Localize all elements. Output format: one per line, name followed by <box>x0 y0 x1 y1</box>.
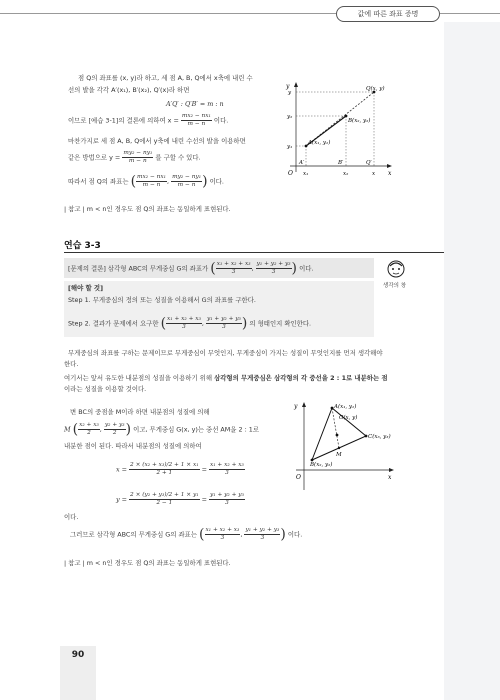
para1-line4 <box>68 113 228 128</box>
problem-text-a: [문제의 결론] 삼각형 ABC의 무게중심 G의 좌표가 <box>68 264 209 273</box>
fig2-point-a: A(x₁, y₁) <box>334 404 357 410</box>
fig1-tick-x: x <box>372 171 376 177</box>
para4-line2: 그러므로 삼각형 ABC의 무게중심 G의 좌표는 ( $\frac{\text{x₁ + x₂ + x₃}}{3}$ , $\frac{\text{y₁ + y₂ + y₃}}{3}$ ) 이다. <box>70 526 303 543</box>
fig1-origin-label: O <box>288 170 293 177</box>
para2-line2: 한다. <box>64 360 79 368</box>
fig1-foot-a: A′ <box>299 160 305 166</box>
fig1-foot-q: Q′ <box>366 160 372 166</box>
para3-line2: M ( $\frac{\text{x₂ + x₃}}{2}$ , $\frac{\text{y₂ + y₃}}{2}$ ) 이고, 무게중심 G(x, y)는 중선 AM을 2 : 1로 <box>64 421 260 438</box>
m-y-fraction: $\frac{\text{y₂ + y₃}}{2}$ <box>104 422 125 436</box>
para1-line6-a: 같은 방법으로 y = <box>68 153 121 162</box>
q-y-fraction: $\frac{\text{my₂ − ny₁}}{m - n}$ <box>172 174 202 188</box>
fig1-tick-y1: y₁ <box>287 144 293 150</box>
para1-line7: 따라서 점 Q의 좌표는 ( $\frac{\text{mx₂ − nx₁}}{m - n}$ , $\frac{\text{my₂ − ny₁}}{m - n}$ ) 이다. <box>68 173 224 190</box>
para4-line1: 이다. <box>64 513 79 521</box>
solution-step2-b: 의 형태인지 확인한다. <box>249 319 312 328</box>
figure-1-external-division <box>282 80 394 180</box>
section-rule <box>64 252 444 253</box>
para2-line4: 이라는 성질을 이용할 것이다. <box>64 385 147 393</box>
thinking-window-icon <box>385 258 407 280</box>
para3-line3: 내분한 점이 된다. 따라서 내분점의 성질에 의하여 <box>64 442 202 450</box>
eq-x-lhs: x = <box>116 465 127 474</box>
problem-gx-fraction: $\frac{\text{x₁ + x₂ + x₃}}{3}$ <box>216 261 251 275</box>
solution-step2: Step 2. 결과가 문제에서 요구한 ( $\frac{\text{x₁ + x₂ + x₃}}{3}$ , $\frac{\text{y₁ + y₂ + y₃}}{3}$ ) 의 형태인지 확인한다. <box>68 315 312 332</box>
fig2-point-c: C(x₃, y₃) <box>368 434 391 440</box>
para1-line5: 마찬가지로 세 점 A, B, Q에서 y축에 내린 수선의 발을 이용하면 <box>68 137 246 145</box>
para1-line6-b: 를 구할 수 있다. <box>155 153 201 162</box>
header-rule-right <box>440 13 500 14</box>
para1-line7-a: 따라서 점 Q의 좌표는 <box>68 177 129 186</box>
y-fraction: $\frac{\text{my₂ − ny₁}}{m - n}$ <box>123 150 153 164</box>
fig1-point-b: B(x₂, y₂) <box>348 118 371 124</box>
solution-y-fraction: $\frac{\text{y₁ + y₂ + y₃}}{3}$ <box>206 316 241 330</box>
solution-title: [해야 할 것] <box>68 284 103 292</box>
x-fraction: $\frac{\text{mx₂ − nx₁}}{m - n}$ <box>181 113 211 127</box>
section-title: 연습 3-3 <box>64 241 101 251</box>
eq-y-lhs: y = <box>116 495 127 504</box>
para1-line4-a: 이므로 [예습 3-1]의 결론에 의하여 x = <box>68 116 179 125</box>
equation-y <box>116 492 245 507</box>
para3-line1: 변 BC의 중점을 M이라 하면 내분점의 성질에 의해 <box>70 408 210 416</box>
para4-line2-a: 그러므로 삼각형 ABC의 무게중심 G의 좌표는 <box>70 530 197 539</box>
m-x-fraction: $\frac{\text{x₂ + x₃}}{2}$ <box>79 422 99 436</box>
page-number: 90 <box>71 650 85 660</box>
para2-line1: 무게중심의 좌표를 구하는 문제이므로 무게중심이 무엇인지, 무게중심이 가지는 성질이 무엇인지를 먼저 생각해야 <box>68 349 383 357</box>
fig1-tick-x1: x₁ <box>303 171 309 177</box>
figure-2-centroid <box>288 400 394 492</box>
para1-line4-b: 이다. <box>213 116 229 125</box>
equation-x <box>116 462 245 477</box>
eq-x-result: $\frac{\text{x₁ + x₂ + x₃}}{3}$ <box>210 462 244 476</box>
ratio-line: A′Q′ : Q′B′ = m : n <box>166 100 224 108</box>
final-x-fraction: $\frac{\text{x₁ + x₂ + x₃}}{3}$ <box>205 527 240 541</box>
note-1: | 참고 | m < n인 경우도 점 Q의 좌표는 동일하게 표현된다. <box>64 205 231 213</box>
eq-y-result: $\frac{\text{y₁ + y₂ + y₃}}{3}$ <box>210 492 244 506</box>
icon-caption: 생각의 창 <box>383 283 407 289</box>
page-sidebar <box>444 22 500 700</box>
para1-line1: 점 Q의 좌표를 (x, y)라 하고, 세 점 A, B, Q에서 x축에 내린 수 <box>78 74 253 82</box>
fig2-point-b: B(x₂, y₂) <box>310 462 333 468</box>
fig1-point-q: Q(x, y) <box>366 86 385 92</box>
final-y-fraction: $\frac{\text{y₁ + y₂ + y₃}}{3}$ <box>245 527 280 541</box>
eq-y-equals: = <box>201 495 207 504</box>
eq-y-fraction: $\frac{\text{2 × (y₂ + y₃)/2 + 1 × y₁}}{2 - 1}$ <box>130 492 199 506</box>
fig1-tick-y2: y₂ <box>287 114 293 120</box>
fig1-point-a: A(x₁, y₁) <box>308 140 331 146</box>
fig2-point-g: G(x, y) <box>339 415 358 421</box>
fig1-x-axis-label: x <box>388 170 392 177</box>
para4-line2-b: 이다. <box>287 530 303 539</box>
problem-gy-fraction: $\frac{\text{y₁ + y₂ + y₃}}{3}$ <box>256 261 291 275</box>
point-m: M <box>64 425 71 434</box>
fig1-tick-y: y <box>288 90 292 96</box>
fig2-x-axis-label: x <box>388 474 392 481</box>
problem-text-b: 이다. <box>299 264 314 273</box>
header-rule-left <box>0 13 336 14</box>
problem-statement: [문제의 결론] 삼각형 ABC의 무게중심 G의 좌표가 ( $\frac{\text{x₁ + x₂ + x₃}}{3}$ , $\frac{\text{y₁ + y₂ + y₃}}{3}$ ) 이다. <box>68 260 314 277</box>
fig1-tick-x2: x₂ <box>343 171 349 177</box>
eq-x-fraction: $\frac{\text{2 × (x₂ + x₃)/2 + 1 × x₁}}{2 + 1}$ <box>130 462 199 476</box>
para3-line2-b: 이고, 무게중심 G(x, y)는 중선 AM을 2 : 1로 <box>133 425 260 434</box>
fig1-foot-b: B′ <box>338 160 344 166</box>
para1-line7-b: 이다. <box>209 177 224 186</box>
para2-line3 <box>64 374 388 382</box>
fig1-y-axis-label: y <box>286 83 290 90</box>
solution-x-fraction: $\frac{\text{x₁ + x₂ + x₃}}{3}$ <box>167 316 201 330</box>
solution-step1: Step 1. 무게중심의 정의 또는 성질을 이용해서 G의 좌표를 구한다. <box>68 296 256 304</box>
chapter-header: 값에 따른 좌표 증명 <box>336 6 440 22</box>
para1-line6 <box>68 150 201 165</box>
note-2: | 참고 | m < n인 경우도 점 Q의 좌표는 동일하게 표현된다. <box>64 559 231 567</box>
fig2-origin-label: O <box>296 474 301 481</box>
eq-x-equals: = <box>201 465 207 474</box>
fig2-point-m: M <box>336 452 342 458</box>
centroid-property-emphasis: 삼각형의 무게중심은 삼각형의 각 중선을 2 : 1로 내분하는 점 <box>214 374 388 382</box>
solution-step2-a: Step 2. 결과가 문제에서 요구한 <box>68 319 159 328</box>
para1-line2: 선의 발을 각각 A′(x₁), B′(x₂), Q′(x)라 하면 <box>68 86 190 94</box>
para2-line3-a: 여기서는 앞서 유도한 내분점의 성질을 이용하기 위해 <box>64 374 213 382</box>
q-x-fraction: $\frac{\text{mx₂ − nx₁}}{m - n}$ <box>137 174 166 188</box>
fig2-y-axis-label: y <box>294 403 298 410</box>
